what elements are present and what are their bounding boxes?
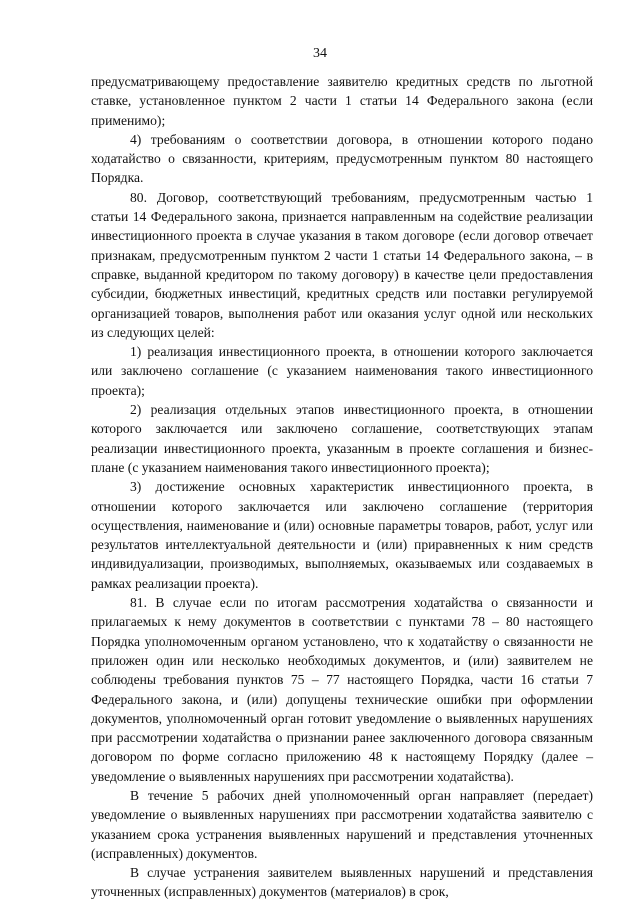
paragraph-notice-deadline: В течение 5 рабочих дней уполномоченный орган направляет (передает) уведомление о выявленных нарушениях при рассмотрении ходатайства заявителю с указанием срока устранения выявленных нарушений и представления уточненных (исправленных) документов. <box>91 787 593 861</box>
page-number: 34 <box>313 46 327 61</box>
list-item-1: 1) реализация инвестиционного проекта, в отношении которого заключается или заключено соглашение (с указанием наименования такого инвестиционного проекта); <box>91 344 593 398</box>
list-item-4: 4) требованиям о соответствии договора, в отношении которого подано ходатайство о связанности, критериям, предусмотренным пунктом 80 настоящего Порядка. <box>91 131 593 186</box>
paragraph-correction: В случае устранения заявителем выявленных нарушений и представления уточненных (исправленных) документов (материалов) в срок, <box>91 865 593 900</box>
paragraph-continued: предусматривающему предоставление заявителю кредитных средств по льготной ставке, установленное пунктом 2 части 1 статьи 14 Федерального закона (если применимо); <box>91 74 593 128</box>
list-item-2: 2) реализация отдельных этапов инвестиционного проекта, в отношении которого заключается или заключено соглашение, соответствующих этапам реализации инвестиционного проекта, указанным в проекте соглашения и бизнес-плане (с указанием наименования такого инвестиционного проекта); <box>91 402 593 475</box>
paragraph-81: 81. В случае если по итогам рассмотрения ходатайства о связанности и прилагаемых к нему документов в соответствии с пунктами 78 – 80 настоящего Порядка уполномоченным органом установлено, что к ходатайству о связанности не приложен один или несколько необходимых документов, и (или) заявителем не соблюдены требования пунктов 75 – 77 настоящего Порядка, части 16 статьи 7 Федерального закона, и (или) допущены технические ошибки при оформлении документов, уполномоченный орган готовит уведомление о выявленных нарушениях при рассмотрении ходатайства о признании ранее заключенного договора связанным договором по форме согласно приложению 48 к настоящему Порядку (далее – уведомление о выявленных нарушениях при рассмотрении ходатайства). <box>91 595 593 784</box>
list-item-3: 3) достижение основных характеристик инвестиционного проекта, в отношении которого заключается или заключено соглашение (территория осуществления, наименование и (или) основные параметры товаров, работ, услуг или результатов интеллектуальной деятельности и (или) приравненных к ним средств индивидуализации, производимых, выполняемых, оказываемых или создаваемых в рамках реализации проекта). <box>91 479 593 591</box>
document-body <box>91 72 593 902</box>
paragraph-80: 80. Договор, соответствующий требованиям, предусмотренным частью 1 статьи 14 Федерального закона, признается направленным на содействие реализации инвестиционного проекта в случае указания в таком договоре (если договор отвечает признакам, предусмотренным пунктом 2 части 1 статьи 14 Федерального закона, – в справке, выданной кредитором по такому договору) в качестве цели предоставления субсидии, бюджетных инвестиций, кредитных средств или поставки регулируемой организацией товаров, выполнения работ или оказания услуг одной или нескольких из следующих целей: <box>91 189 593 340</box>
